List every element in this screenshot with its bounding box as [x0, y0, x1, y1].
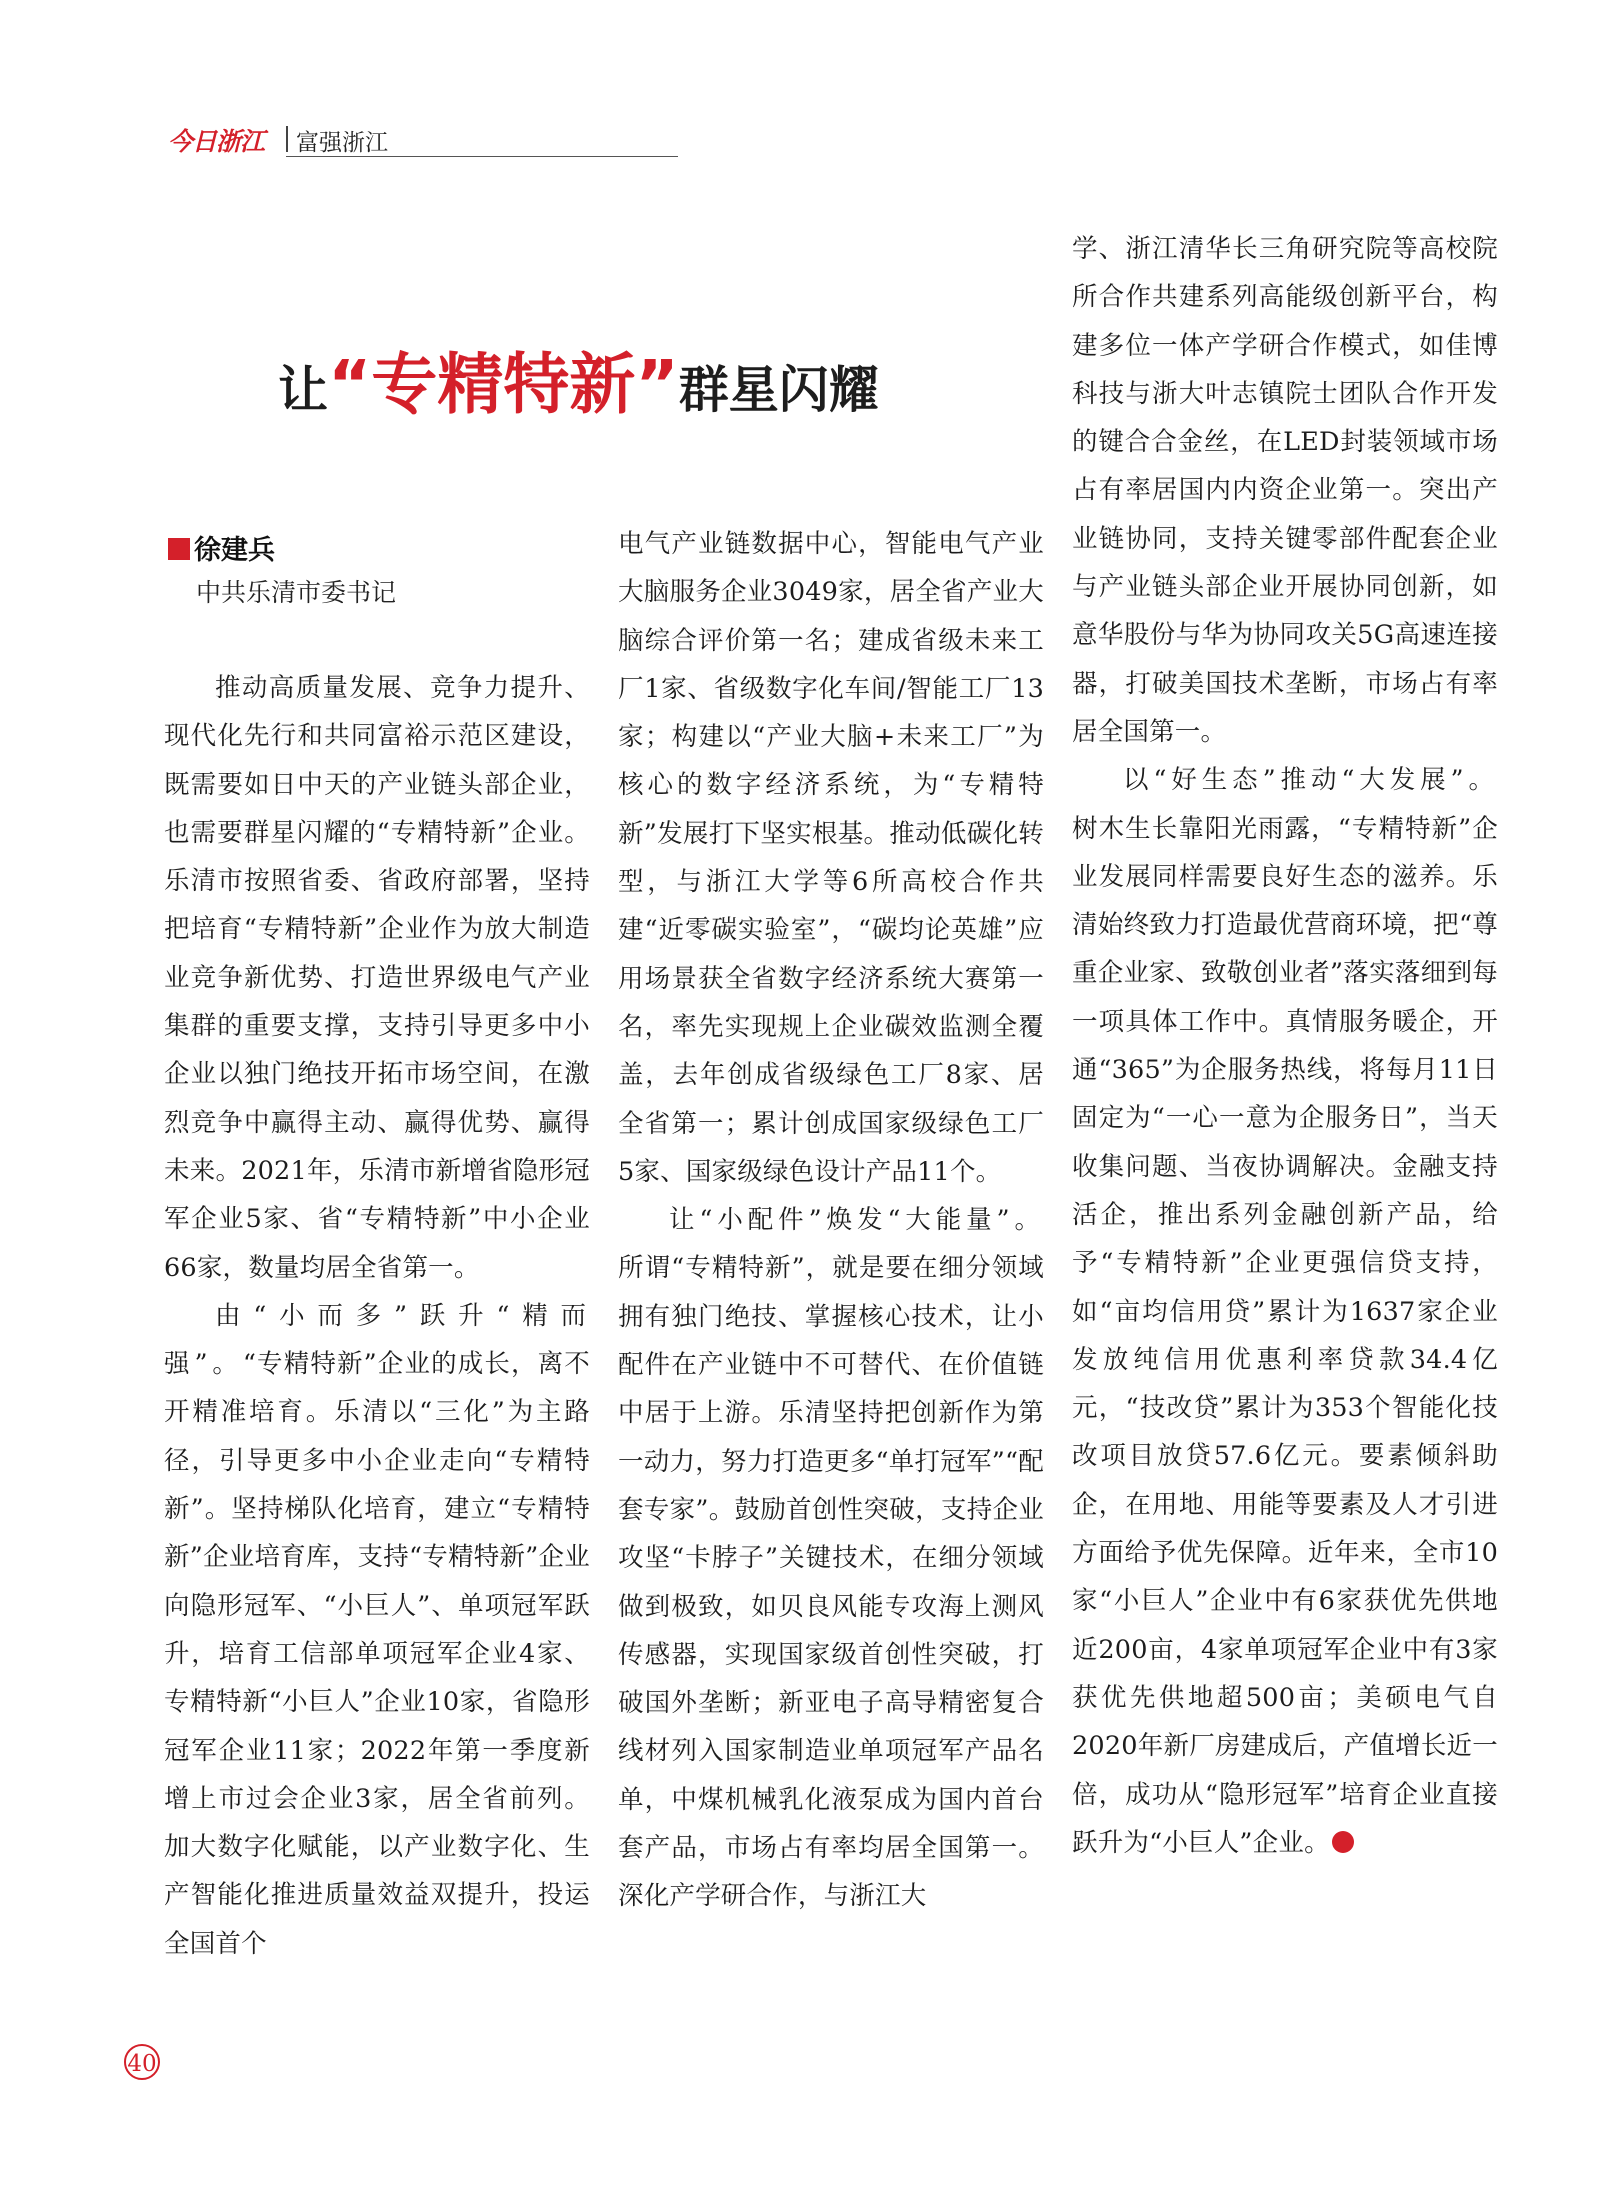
paragraph: 学、浙江清华长三角研究院等高校院所合作共建系列高能级创新平台，构建多位一体产学研合作模式，如佳博科技与浙大叶志镇院士团队合作开发的键合合金丝，在LED封装领域市场占有率居国内内资企业第一。突出产业链协同，支持关键零部件配套企业与产业链头部企业开展协同创新，如意华股份与华为协同攻关5G高速连接器，打破美国技术垄断，市场占有率居全国第一。	[1072, 234, 1498, 747]
header-separator	[286, 126, 288, 152]
article-title	[278, 335, 958, 435]
section-lead: 让“小配件”焕发“大能量”。	[669, 1205, 1044, 1236]
end-mark-icon	[1332, 1831, 1354, 1853]
text-column-3	[1072, 225, 1498, 1867]
paragraph-body: “专精特新”企业的成长，离不开精准培育。乐清以“三化”为主路径，引导更多中小企业走向“专精特新”。坚持梯队化培育，建立“专精特新”企业培育库，支持“专精特新”企业向隐形冠军、“小巨人”、单项冠军跃升，培育工信部单项冠军企业4家、专精特新“小巨人”企业10家，省隐形冠军企业11家；2022年第一季度新增上市过会企业3家，居全省前列。加大数字化赋能，以产业数字化、生产智能化推进质量效益双提升，投运全国首个	[164, 1349, 590, 1959]
section-label: 富强浙江	[296, 130, 388, 156]
paragraph-body: 所谓“专精特新”，就是要在细分领域拥有独门绝技、掌握核心技术，让小配件在产业链中不可替代、在价值链中居于上游。乐清坚持把创新作为第一动力，努力打造更多“单打冠军”“配套专家”。鼓励首创性突破，支持企业攻坚“卡脖子”关键技术，在细分领域做到极致，如贝良风能专攻海上测风传感器，实现国家级首创性突破，打破国外垄断；新亚电子高导精密复合线材列入国家制造业单项冠军产品名单，中煤机械乳化液泵成为国内首台套产品，市场占有率均居全国第一。深化产学研合作，与浙江大	[618, 1253, 1044, 1912]
title-quote-close: ”	[635, 346, 679, 423]
title-quote-open: “	[328, 346, 372, 423]
page-number: 40	[124, 2044, 160, 2080]
paragraph	[618, 1196, 1044, 1920]
title-suffix: 群星闪耀	[678, 361, 879, 419]
author-affiliation: 中共乐清市委书记	[196, 578, 397, 607]
author-marker-icon	[168, 538, 190, 560]
text-column-1	[164, 664, 590, 1968]
section-lead: 由“小而多”跃升“精而强”。	[164, 1300, 590, 1380]
paragraph: 电气产业链数据中心，智能电气产业大脑服务企业3049家，居全省产业大脑综合评价第一名；建成省级未来工厂1家、省级数字化车间/智能工厂13家；构建以“产业大脑+未来工厂”为核心的数字经济系统，为“专精特新”发展打下坚实根基。推动低碳化转型，与浙江大学等6所高校合作共建“近零碳实验室”，“碳均论英雄”应用场景获全省数字经济系统大赛第一名，率先实现规上企业碳效监测全覆盖，去年创成省级绿色工厂8家、居全省第一；累计创成国家级绿色工厂5家、国家级绿色设计产品11个。	[618, 529, 1044, 1187]
section-lead: 以“好生态”推动“大发展”。	[1123, 765, 1498, 796]
title-keyword: 专精特新	[371, 346, 636, 423]
paragraph-body: 树木生长靠阳光雨露，“专精特新”企业发展同样需要良好生态的滋养。乐清始终致力打造最优营商环境，把“尊重企业家、致敬创业者”落实落细到每一项具体工作中。真情服务暖企，开通“365”为企服务热线，将每月11日固定为“一心一意为企服务日”，当天收集问题、当夜协调解决。金融支持活企，推出系列金融创新产品，给予“专精特新”企业更强信贷支持，如“亩均信用贷”累计为1637家企业发放纯信用优惠利率贷款34.4亿元，“技改贷”累计为353个智能化技改项目放贷57.6亿元。要素倾斜助企，在用地、用能等要素及人才引进方面给予优先保障。近年来，全市10家“小巨人”企业中有6家获优先供地近200亩，4家单项冠军企业中有3家获优先供地超500亩；美硕电气自2020年新厂房建成后，产值增长近一倍，成功从“隐形冠军”培育企业直接跃升为“小巨人”企业。	[1072, 813, 1498, 1858]
paragraph	[164, 1292, 590, 1968]
author-name: 徐建兵	[194, 535, 275, 566]
author-line	[168, 528, 275, 567]
page-header	[168, 122, 510, 158]
title-prefix: 让	[278, 361, 328, 419]
header-rule	[286, 156, 678, 157]
paragraph: 推动高质量发展、竞争力提升、现代化先行和共同富裕示范区建设，既需要如日中天的产业链头部企业，也需要群星闪耀的“专精特新”企业。乐清市按照省委、省政府部署，坚持把培育“专精特新”企业作为放大制造业竞争新优势、打造世界级电气产业集群的重要支撑，支持引导更多中小企业以独门绝技开拓市场空间，在激烈竞争中赢得主动、赢得优势、赢得未来。2021年，乐清市新增省隐形冠军企业5家、省“专精特新”中小企业66家，数量均居全省第一。	[164, 673, 590, 1283]
paragraph	[1072, 756, 1498, 1867]
text-column-2	[618, 520, 1044, 1921]
magazine-logo: 今日浙江	[168, 127, 265, 156]
